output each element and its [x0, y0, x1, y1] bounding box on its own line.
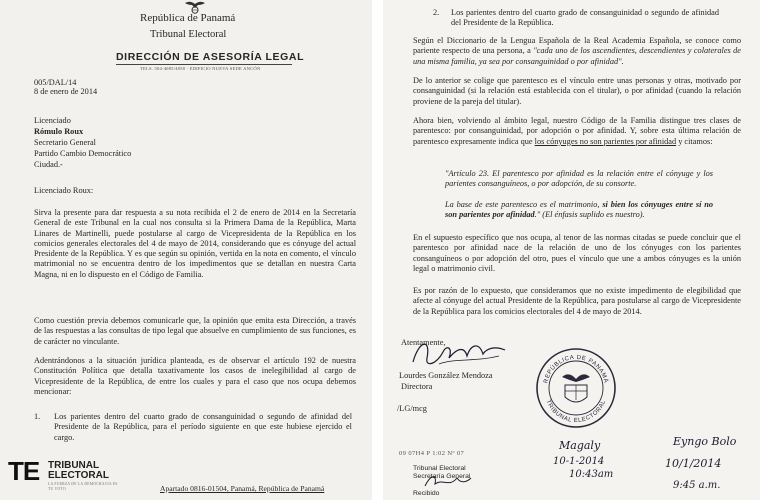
paragraph-1: Sirva la presente para dar respuesta a su nota recibida el 2 de enero de 2014 en la Secretaría General de este Tribunal en la cual nos consulta si la Primera Dama de la República, Marta Linares de Martinelli, puede postularse al cargo de Vicepresidenta de la República en los comicios generales electorales del 4 de mayo de 2014, considerando que es cónyuge del actual Presidente de la República. Y es que según su opinión, vertida en la nota en comento, el vínculo matrimonial no se encuentra dentro de los impedimentos que se detallan en nuestra Carta Magna, ni en lo dispuesto en el Código de Familia.	[34, 208, 356, 279]
paragraph-4	[413, 36, 741, 67]
official-seal-stamp	[535, 347, 617, 429]
paragraph-6-text: Ahora bien, volviendo al ámbito legal, nuestro Código de la Familia distingue tres clases de parentesco: por consanguinidad, por adopción o por afinidad. Y, sobre esta última relación de parentesco expresamente indica que	[413, 116, 741, 146]
handwritten-date-2: 10/1/2014	[665, 457, 722, 470]
article-quote-1: "Artículo 23. El parentesco por afinidad es la relación entre el cónyuge y los parientes consanguíneos, o por adopción, de su consorte.	[445, 169, 713, 189]
handwritten-name-1: Magaly	[559, 439, 601, 452]
list-number-2: 2.	[433, 8, 440, 17]
article-quote-2-emphasis: si bien los cónyuges entre sí no son parientes por afinidad	[445, 200, 713, 220]
receiver-signature	[423, 470, 473, 494]
reference-number: 005/DAL/14	[34, 78, 77, 87]
logo-electoral-word: ELECTORAL	[48, 470, 109, 481]
paragraph-5: De lo anterior se colige que parentesco es el vínculo entre unas personas y otras, motivado por consanguinidad (si la relación está establecida con el titular), o por afinidad (cuando la relación proviene de la pareja del titular).	[413, 76, 741, 106]
handwritten-time-1: 10:43am	[569, 469, 614, 480]
paragraph-8: Es por razón de lo expuesto, que consideramos que no existe impedimento de elegibilidad que afecte al cónyuge del actual Presidente de la República, para postularse al cargo de Vicepresidente de la República para los comicios electorales del 4 de mayo de 2014.	[413, 286, 741, 316]
article-quote-2	[445, 200, 713, 221]
handwritten-date-1: 10-1-2014	[553, 456, 605, 467]
paragraph-6	[413, 116, 741, 147]
logo-tagline: LA FUERZA DE LA DEMOCRACIA ES TU VOTO	[48, 482, 118, 491]
paragraph-7: En el supuesto específico que nos ocupa, al tenor de las normas citadas se puede concluir que el parentesco por afinidad nace de la relación de uno de los cónyuges con los parientes consanguíneos o por adopción del otro, pues el vínculo que une a ambos cónyuges es la unión legal o matrimonio civil.	[413, 233, 741, 273]
paragraph-6-underlined: los cónyuges no son parientes por afinidad	[534, 136, 677, 146]
header-republica: República de Panamá	[140, 12, 236, 24]
received-stamp-line-3: Recibido	[413, 490, 440, 497]
article-quote-2-text: La base de este parentesco es el matrimonio,	[445, 200, 603, 209]
recipient-position: Secretario General	[34, 138, 96, 147]
paragraph-4-text: Según el Diccionario de la Lengua Española de la Real Academia Española, se conoce como pariente respecto de una persona, a	[413, 36, 741, 56]
signer-title: Directora	[401, 382, 433, 391]
dictionary-quote: "cada uno de los ascendientes, descendientes y colaterales de una misma familia, ya sea por consanguinidad o por afinidad".	[413, 46, 741, 66]
article-quote-2-suffix: ." (El énfasis suplido es nuestro).	[534, 210, 645, 220]
recipient-name: Rómulo Roux	[34, 127, 84, 136]
footer-address: Apartado 0816-01504, Panamá, República de Panamá	[160, 484, 325, 493]
logo-tribunal-word: TRIBUNAL	[48, 460, 100, 471]
logo-te-mark: TE	[8, 456, 40, 486]
paragraph-6-suffix: y citamos:	[676, 136, 713, 146]
list-number-1: 1.	[34, 412, 41, 421]
letter-page-1	[0, 0, 372, 500]
list-item-1: Los parientes dentro del cuarto grado de consanguinidad o segundo de afinidad del Presidente de la República, para el período siguiente en que este hubiese ejercido el cargo.	[54, 412, 352, 442]
signer-name: Lourdes González Mendoza	[399, 371, 493, 380]
received-stamp-line-1: Tribunal Electoral	[413, 465, 466, 472]
letter-date: 8 de enero de 2014	[34, 87, 98, 96]
received-stamp-number: 09 07H4 P 1:02 Nº 07	[399, 450, 465, 457]
header-divider	[116, 64, 292, 65]
recipient-title: Licenciado	[34, 116, 71, 125]
header-tribunal: Tribunal Electoral	[150, 29, 227, 40]
seal-top-text: REPÚBLICA DE PANAMÁ	[543, 354, 609, 384]
list-item-2: Los parientes dentro del cuarto grado de consanguinidad o segundo de afinidad del Presidente de la República.	[451, 8, 719, 28]
header-direccion: DIRECCIÓN DE ASESORÍA LEGAL	[116, 51, 305, 63]
paragraph-3: Adentrándonos a la situación jurídica planteada, es de observar el artículo 192 de nuestra Constitución Política que detalla taxativamente los casos de inelegibilidad al cargo de Vicepresidente de la República, de entre los cuales y para el caso que nos ocupa debemos mencionar:	[34, 356, 356, 396]
header-phone-line: TELS. 504-4085/4858 · EDIFICIO NUEVA SEDE ANCÓN	[140, 66, 261, 71]
paragraph-2: Como cuestión previa debemos comunicarle que, la opinión que emita esta Dirección, a través de las respuestas a las consultas de tipo legal que absuelve en cumplimiento de sus funciones, es de carácter no vinculante.	[34, 316, 356, 346]
letter-page-2	[383, 0, 760, 500]
received-stamp-line-2: Secretaría General	[413, 473, 471, 480]
closing-atentamente: Atentamente,	[401, 338, 446, 347]
seal-bottom-text: TRIBUNAL ELECTORAL	[544, 399, 608, 425]
recipient-party: Partido Cambio Democrático	[34, 149, 132, 158]
handwritten-name-2: Eyngo Bolo	[673, 435, 737, 448]
document-initials: /LG/mcg	[397, 404, 427, 413]
handwritten-time-2: 9:45 a.m.	[673, 480, 721, 491]
director-signature	[409, 334, 509, 374]
tribunal-electoral-logo	[8, 457, 124, 491]
salutation: Licenciado Roux:	[34, 186, 94, 195]
recipient-city: Ciudad.-	[34, 160, 63, 169]
